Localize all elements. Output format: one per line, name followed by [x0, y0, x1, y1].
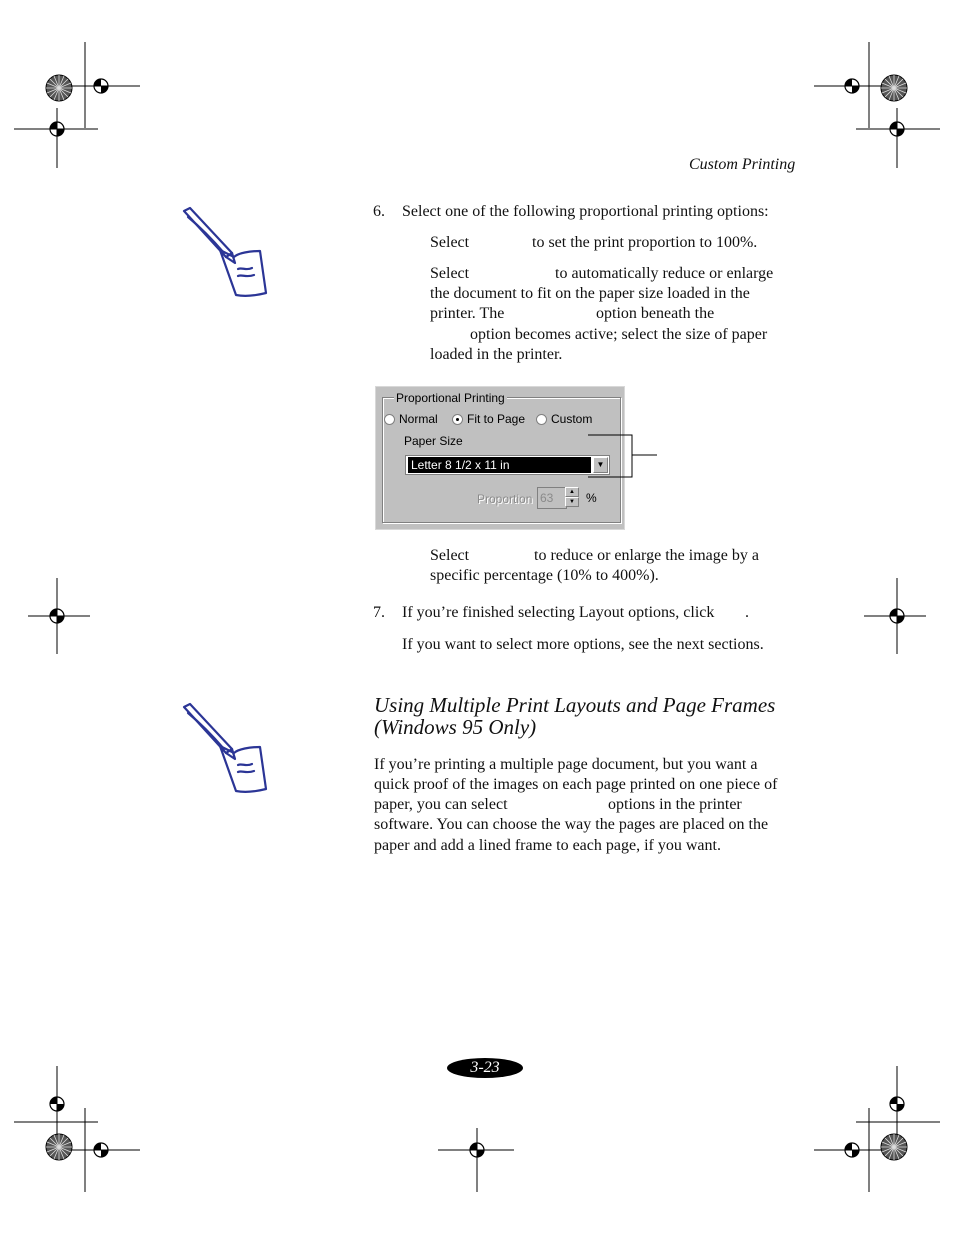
section-heading — [374, 694, 775, 738]
chevron-down-icon[interactable]: ▼ — [593, 457, 608, 473]
radio-normal[interactable] — [384, 412, 438, 426]
section-para-line3a: paper, you can select — [374, 796, 508, 813]
proportion-spinner[interactable] — [565, 487, 579, 509]
percent-sign: % — [586, 491, 597, 505]
section-para-line2: quick proof of the images on each page printed on one piece of — [374, 776, 778, 793]
radio-fit-to-page[interactable] — [452, 412, 525, 426]
proportion-label: Proportion — [477, 492, 533, 506]
custom-option-line1: to reduce or enlarge the image by a — [534, 547, 759, 564]
step-7-period: . — [745, 604, 749, 621]
fit-option-line1: to automatically reduce or enlarge — [555, 265, 774, 282]
section-para-line3b: options in the printer — [608, 796, 742, 813]
custom-option-select: Select — [430, 547, 470, 564]
pencil-note-icon — [180, 701, 272, 796]
radio-fit-to-page-dot[interactable] — [452, 414, 463, 425]
step-6-text: Select one of the following proportional printing options: — [402, 203, 769, 220]
fit-option-select: Select — [430, 265, 470, 282]
step-7-followup: If you want to select more options, see the next sections. — [402, 636, 764, 653]
section-para-line1: If you’re printing a multiple page document, but you want a — [374, 756, 758, 773]
section-para-line4: software. You can choose the way the pages are placed on the — [374, 816, 769, 833]
normal-option-select: Select — [430, 234, 470, 251]
running-head: Custom Printing — [689, 156, 796, 173]
section-para-line5: paper and add a lined frame to each page, if you want. — [374, 837, 721, 854]
fit-option-line5: loaded in the printer. — [430, 346, 563, 363]
radio-custom-dot[interactable] — [536, 414, 547, 425]
radio-custom-label: Custom — [551, 412, 593, 426]
page-number: 3-23 — [447, 1058, 523, 1078]
radio-normal-dot[interactable] — [384, 414, 395, 425]
custom-option-line2: specific percentage (10% to 400%). — [430, 567, 659, 584]
normal-option-text: to set the print proportion to 100%. — [532, 234, 758, 251]
paper-size-label: Paper Size — [404, 434, 463, 448]
paper-size-select[interactable] — [405, 455, 610, 475]
step-7-text: If you’re finished selecting Layout options, click — [402, 604, 715, 621]
step-6-number: 6. — [373, 203, 385, 220]
radio-normal-label: Normal — [399, 412, 438, 426]
spin-up-icon[interactable]: ▲ — [565, 487, 579, 497]
fit-option-line3b: option beneath the — [596, 305, 715, 322]
spin-down-icon[interactable]: ▼ — [565, 497, 579, 507]
fit-option-line3a: printer. The — [430, 305, 505, 322]
section-heading-line1: Using Multiple Print Layouts and Page Frames — [374, 693, 776, 717]
proportion-input[interactable]: 63 — [537, 487, 567, 509]
radio-fit-to-page-label: Fit to Page — [467, 412, 526, 426]
fit-option-line2: the document to fit on the paper size loaded in the — [430, 285, 750, 302]
fit-option-line4: option becomes active; select the size of paper — [470, 326, 768, 343]
callout-bracket — [585, 433, 660, 481]
pencil-note-icon — [180, 205, 272, 300]
step-7-number: 7. — [373, 604, 385, 621]
radio-custom[interactable] — [536, 412, 592, 426]
group-title: Proportional Printing — [396, 391, 505, 405]
paper-size-value: Letter 8 1/2 x 11 in — [408, 457, 591, 473]
section-heading-line2: (Windows 95 Only) — [374, 715, 537, 739]
